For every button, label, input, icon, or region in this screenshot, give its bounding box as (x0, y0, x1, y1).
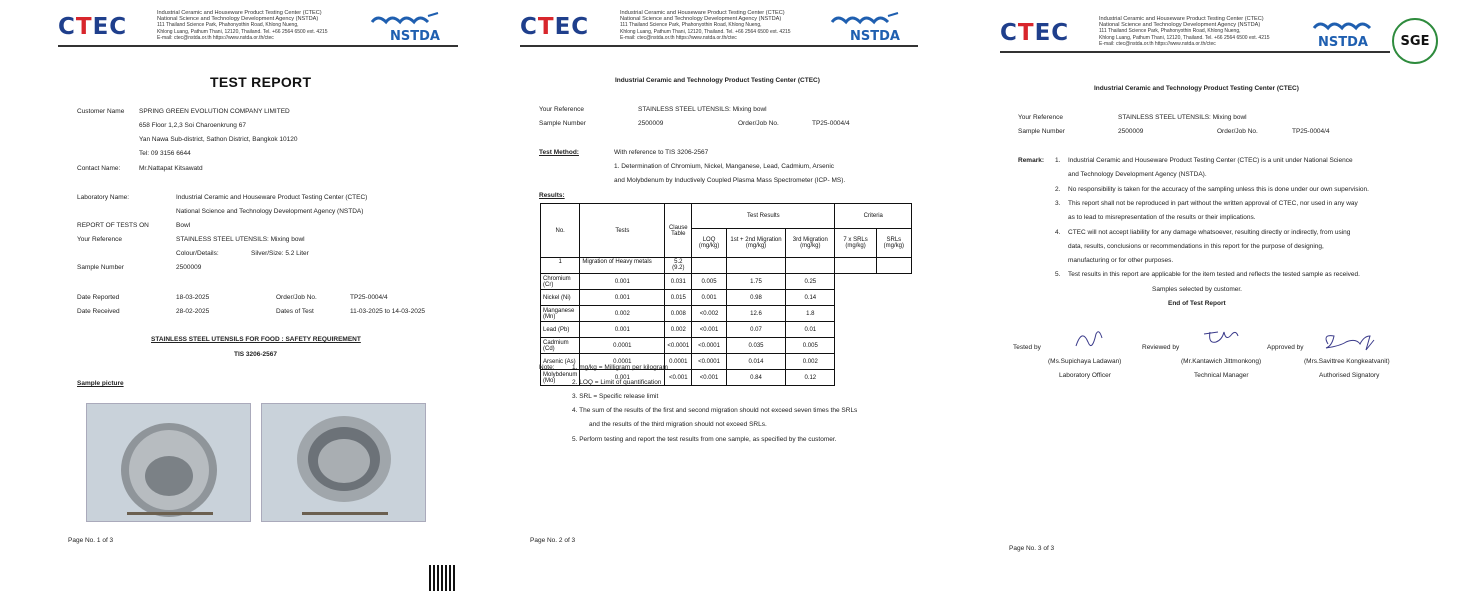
ctec-logo: CTEC (58, 14, 128, 40)
remark-text: Test results in this report are applicable for the item tested and reflects the tested sample as received. (1068, 271, 1360, 279)
remark-number: 3. (1055, 199, 1061, 207)
header-org-info: Industrial Ceramic and Houseware Product Testing Center (CTEC) National Science and Technology Development Agency (NSTDA) 111 Thailand Science Park, Phahonyothin Road, Khlong Nueng, Khlong Luang, Pathum Thani, 12120, Thailand. Tel. +66 2564 6500 ext. 4215 E-mail: ctec@nstda.or.th https://www.nstda.or.th/ctec (620, 10, 791, 41)
note-item: 2. LOQ = Limit of quantification (572, 379, 662, 386)
col-srls: SRLs (mg/kg) (876, 229, 911, 258)
customer-name-label: Customer Name (77, 108, 125, 115)
metal-name-cell: Arsenic (As) (541, 354, 580, 370)
signer-3-role: Authorised Signatory (1319, 372, 1380, 379)
signature-2 (1202, 326, 1242, 348)
value-cell: <0.0001 (692, 338, 727, 354)
note-item: 5. Perform testing and report the test results from one sample, as specified by the customer. (572, 436, 837, 443)
page-title: TEST REPORT (210, 74, 312, 90)
value-cell: 0.25 (786, 274, 835, 290)
qr-code-icon (429, 565, 455, 591)
ctec-logo: CTEC (1000, 20, 1070, 46)
center-title: Industrial Ceramic and Technology Product Testing Center (CTEC) (615, 77, 820, 84)
value-cell: <0.001 (692, 370, 727, 386)
col-tests: Tests (580, 204, 665, 258)
value-cell: <0.001 (665, 370, 692, 386)
table-row (541, 290, 912, 306)
lab-label: Laboratory Name: (77, 194, 130, 201)
remark-text: data, results, conclusions or recommendations in this report for the purpose of designing, (1068, 242, 1324, 250)
value-cell: <0.001 (692, 322, 727, 338)
order-label: Order/Job No. (276, 294, 317, 301)
remark-text: CTEC will not accept liability for any damage whatsoever, resulting directly or indirectly, from using (1068, 228, 1351, 236)
sample-photo-side (86, 403, 251, 522)
nstda-logo (828, 12, 918, 42)
results-label: Results: (539, 192, 565, 199)
signer-2-name: (Mr.Kantawich Jittmonkong) (1181, 358, 1262, 365)
standard-heading: TIS 3206-2567 (234, 351, 278, 358)
col-7srls: 7 x SRLs (mg/kg) (835, 229, 876, 258)
your-reference-label: Your Reference (77, 236, 122, 243)
value-cell: 0.005 (692, 274, 727, 290)
note-item: 1. mg/kg = Milligram per kilogram (572, 364, 668, 371)
value-cell: 0.008 (665, 306, 692, 322)
order-number: TP25-0004/4 (1292, 128, 1330, 135)
sample-number: 2500009 (1118, 128, 1144, 135)
value-cell: 0.001 (580, 370, 665, 386)
col-no: No. (541, 204, 580, 258)
nstda-logo (368, 12, 458, 42)
your-reference-label: Your Reference (1018, 114, 1063, 121)
signer-1-name: (Ms.Supichaya Ladawan) (1048, 358, 1122, 365)
metal-name-cell: Cadmium (Cd) (541, 338, 580, 354)
note-item: 3. SRL = Specific release limit (572, 393, 659, 400)
remark-number: 1. (1055, 157, 1061, 164)
your-reference: STAINLESS STEEL UTENSILS: Mixing bowl (176, 236, 305, 243)
value-cell: 0.0001 (665, 354, 692, 370)
remark-text: and Technology Development Agency (NSTDA). (1068, 171, 1207, 179)
value-cell: 0.0001 (580, 354, 665, 370)
signature-1 (1072, 326, 1106, 352)
value-cell: 0.015 (665, 290, 692, 306)
test-method-ref: With reference to TIS 3206-2567 (614, 149, 709, 156)
samples-selected: Samples selected by customer. (1152, 286, 1242, 293)
test-method-label: Test Method: (539, 149, 579, 156)
bowl-side-image (87, 404, 250, 521)
order-number: TP25-0004/4 (812, 120, 850, 127)
value-cell: 0.01 (786, 322, 835, 338)
header-rule (520, 45, 918, 47)
ctec-logo: CTEC (520, 14, 590, 40)
header-org-info: Industrial Ceramic and Houseware Product Testing Center (CTEC) National Science and Technology Development Agency (NSTDA) 111 Thailand Science Park, Phahonyothin Road, Khlong Nueng, Khlong Luang, Pathum Thani, 12120, Thailand. Tel. +66 2564 6500 ext. 4215 E-mail: ctec@nstda.or.th https://www.nstda.or.th/ctec (157, 10, 328, 41)
value-cell: 0.07 (726, 322, 785, 338)
date-reported-label: Date Reported (77, 294, 120, 301)
colour-value: Silver/Size: 5.2 Liter (251, 250, 309, 257)
remark-number: 5. (1055, 271, 1061, 279)
value-cell: 0.002 (786, 354, 835, 370)
value-cell: 0.001 (580, 290, 665, 306)
customer-tel: Tel: 09 3156 6644 (139, 150, 191, 157)
remark-text: as to lead to misrepresentation of the results or their implications. (1068, 214, 1256, 222)
sample-number: 2500009 (176, 264, 202, 271)
svg-text:NSTDA: NSTDA (850, 29, 900, 42)
date-received-label: Date Received (77, 308, 120, 315)
value-cell: 0.031 (665, 274, 692, 290)
tested-by-label: Tested by (1013, 344, 1041, 351)
sample-photo-top (261, 403, 426, 522)
order-label: Order/Job No. (1217, 128, 1258, 135)
metal-name-cell: Manganese (Mn) (541, 306, 580, 322)
svg-text:NSTDA: NSTDA (390, 29, 440, 42)
end-of-report: End of Test Report (1168, 300, 1226, 307)
dates-of-test-label: Dates of Test (276, 308, 314, 315)
remark-text: Industrial Ceramic and Houseware Product Testing Center (CTEC) is a unit under National Science (1068, 157, 1353, 164)
metal-name-cell: Chromium (Cr) (541, 274, 580, 290)
customer-name: SPRING GREEN EVOLUTION COMPANY LIMITED (139, 108, 290, 115)
remark-text: No responsibility is taken for the accuracy of the sampling unless this is done under our own supervision. (1068, 185, 1369, 193)
value-cell: 1.75 (726, 274, 785, 290)
nstda-logo (1310, 18, 1390, 48)
table-row (541, 322, 912, 338)
note-item: 4. The sum of the results of the first and second migration should not exceed seven times the SRLs (572, 407, 858, 414)
your-reference: STAINLESS STEEL UTENSILS: Mixing bowl (638, 106, 767, 113)
signer-3-name: (Mrs.Savittree Kongkeatvanit) (1304, 358, 1390, 365)
date-received: 28-02-2025 (176, 308, 210, 315)
col-criteria: Criteria (835, 204, 912, 229)
col-clause: Clause Table (665, 204, 692, 258)
value-cell: 0.0001 (580, 338, 665, 354)
value-cell: 0.002 (665, 322, 692, 338)
report-page-1 (0, 0, 488, 600)
contact-label: Contact Name: (77, 165, 121, 172)
metal-name-cell: Nickel (Ni) (541, 290, 580, 306)
value-cell: <0.0001 (692, 354, 727, 370)
value-cell: 0.001 (580, 274, 665, 290)
metal-name-cell: Lead (Pb) (541, 322, 580, 338)
report-page-3 (976, 0, 1464, 600)
sge-badge: SGE (1392, 18, 1438, 64)
report-page-2 (488, 0, 976, 600)
value-cell: 0.14 (786, 290, 835, 306)
col-migration-12: 1st + 2nd Migration (mg/kg) (726, 229, 785, 258)
value-cell: 1.8 (786, 306, 835, 322)
value-cell: 0.014 (726, 354, 785, 370)
remark-number: 4. (1055, 228, 1061, 236)
value-cell: 0.035 (726, 338, 785, 354)
table-row (541, 274, 912, 290)
header-rule (1000, 51, 1390, 53)
value-cell: 0.12 (786, 370, 835, 386)
note-label: Note: (539, 364, 555, 371)
report-of-label: REPORT OF TESTS ON (77, 222, 149, 229)
table-row: 1 Migration of Heavy metals 5.2 (9.2) (541, 258, 912, 274)
header-rule (58, 45, 458, 47)
value-cell: 0.002 (580, 306, 665, 322)
value-cell: 0.005 (786, 338, 835, 354)
report-of-value: Bowl (176, 222, 191, 229)
requirement-heading: STAINLESS STEEL UTENSILS FOR FOOD : SAFETY REQUIREMENT (151, 336, 361, 343)
reviewed-by-label: Reviewed by (1142, 344, 1180, 351)
your-reference: STAINLESS STEEL UTENSILS: Mixing bowl (1118, 114, 1247, 121)
colour-label: Colour/Details: (176, 250, 219, 257)
metal-name-cell: Molybdenum (Mo) (541, 370, 580, 386)
col-test-results: Test Results (692, 204, 835, 229)
sample-number-label: Sample Number (77, 264, 124, 271)
lab-name-1: Industrial Ceramic and Houseware Product Testing Center (CTEC) (176, 194, 368, 201)
signature-3 (1322, 330, 1382, 352)
col-loq: LOQ (mg/kg) (692, 229, 727, 258)
remark-text: manufacturing or for other purposes. (1068, 257, 1174, 265)
lab-name-2: National Science and Technology Development Agency (NSTDA) (176, 208, 364, 215)
table-row (541, 338, 912, 354)
page-number: Page No. 1 of 3 (68, 537, 114, 544)
customer-address-1: 658 Floor 1,2,3 Soi Charoenkrung 67 (139, 122, 246, 129)
contact-name: Mr.Nattapat Kitsawatd (139, 165, 203, 172)
signer-1-role: Laboratory Officer (1059, 372, 1111, 379)
svg-text:NSTDA: NSTDA (1318, 35, 1368, 48)
sample-number: 2500009 (638, 120, 664, 127)
customer-address-2: Yan Nawa Sub-district, Sathon District, Bangkok 10120 (139, 136, 298, 143)
results-table (540, 203, 912, 386)
value-cell: <0.0001 (665, 338, 692, 354)
order-number: TP25-0004/4 (350, 294, 388, 301)
page-number: Page No. 2 of 3 (530, 537, 576, 544)
order-label: Order/Job No. (738, 120, 779, 127)
value-cell: <0.002 (692, 306, 727, 322)
remark-text: This report shall not be reproduced in part without the written approval of CTEC, nor used in any way (1068, 199, 1358, 207)
value-cell: 0.98 (726, 290, 785, 306)
col-migration-3: 3rd Migration (mg/kg) (786, 229, 835, 258)
value-cell: 0.001 (692, 290, 727, 306)
center-title: Industrial Ceramic and Technology Product Testing Center (CTEC) (1094, 85, 1299, 92)
table-row (541, 306, 912, 322)
page-number: Page No. 3 of 3 (1009, 545, 1055, 552)
sample-picture-label: Sample picture (77, 380, 124, 387)
test-method-line-2: and Molybdenum by Inductively Coupled Plasma Mass Spectrometer (ICP- MS). (614, 177, 846, 184)
date-reported: 18-03-2025 (176, 294, 210, 301)
sample-number-label: Sample Number (1018, 128, 1065, 135)
signer-2-role: Technical Manager (1194, 372, 1249, 379)
remark-label: Remark: (1018, 157, 1045, 164)
value-cell: 0.84 (726, 370, 785, 386)
sample-number-label: Sample Number (539, 120, 586, 127)
value-cell: 0.001 (580, 322, 665, 338)
dates-of-test: 11-03-2025 to 14-03-2025 (350, 308, 426, 315)
bowl-top-image (262, 404, 425, 521)
your-reference-label: Your Reference (539, 106, 584, 113)
approved-by-label: Approved by (1267, 344, 1304, 351)
header-org-info: Industrial Ceramic and Houseware Product Testing Center (CTEC) National Science and Technology Development Agency (NSTDA) 111 Thailand Science Park, Phahonyothin Road, Khlong Nueng, Khlong Luang, Pathum Thani, 12120, Thailand. Tel. +66 2564 6500 ext. 4215 E-mail: ctec@nstda.or.th https://www.nstda.or.th/ctec (1099, 16, 1270, 47)
test-method-line-1: 1. Determination of Chromium, Nickel, Manganese, Lead, Cadmium, Arsenic (614, 163, 835, 170)
value-cell: 12.6 (726, 306, 785, 322)
remark-number: 2. (1055, 185, 1061, 193)
note-item: and the results of the third migration should not exceed SRLs. (589, 421, 767, 428)
